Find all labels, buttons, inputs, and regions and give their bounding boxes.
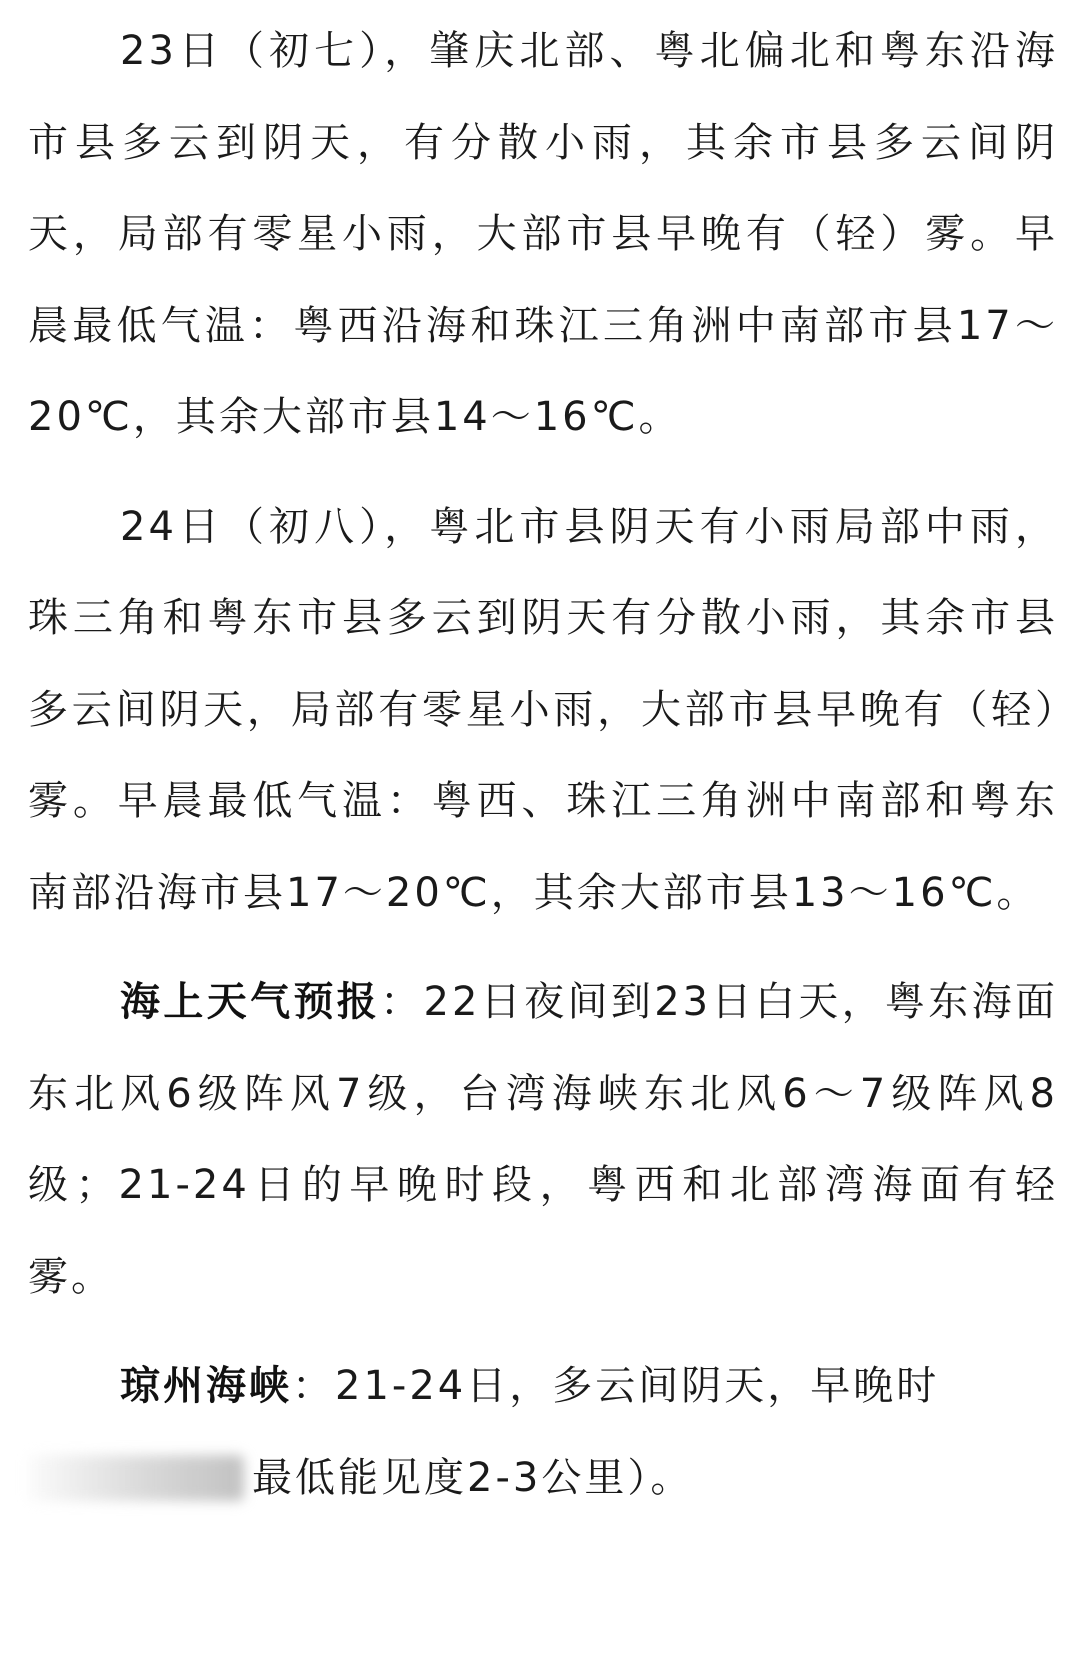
- partially-obscured-text: 最低能见度2-3公里）。: [252, 1454, 694, 1501]
- forecast-day-24: [28, 482, 1058, 940]
- qiongzhou-strait-forecast: [28, 1341, 1058, 1433]
- marine-forecast-text: ：22日夜间到23日白天，粤东海面东北风6级阵风7级，台湾海峡东北风6～7级阵风8级；21-24日的早晚时段，粤西和北部湾海面有轻雾。: [28, 979, 1059, 1300]
- blurred-region: [28, 1455, 244, 1501]
- partially-obscured-line: [28, 1433, 1058, 1525]
- marine-forecast: [28, 957, 1058, 1323]
- qiongzhou-strait-text: ：21-24日，多云间阴天，早晚时: [292, 1363, 940, 1409]
- forecast-day-23: [28, 6, 1058, 464]
- qiongzhou-strait-heading: 琼州海峡: [120, 1363, 292, 1409]
- marine-forecast-heading: 海上天气预报: [120, 979, 381, 1025]
- forecast-day-23-text: 23日（初七），肇庆北部、粤北偏北和粤东沿海市县多云到阴天，有分散小雨，其余市县多云间阴天，局部有零星小雨，大部市县早晚有（轻）雾。早晨最低气温：粤西沿海和珠江三角洲中南部市县17～20℃，其余大部市县14～16℃。: [28, 28, 1058, 440]
- forecast-day-24-text: 24日（初八），粤北市县阴天有小雨局部中雨，珠三角和粤东市县多云到阴天有分散小雨，其余市县多云间阴天，局部有零星小雨，大部市县早晚有（轻）雾。早晨最低气温：粤西、珠江三角洲中南部和粤东南部沿海市县17～20℃，其余大部市县13～16℃。: [28, 503, 1058, 916]
- document-body: [28, 6, 1058, 1524]
